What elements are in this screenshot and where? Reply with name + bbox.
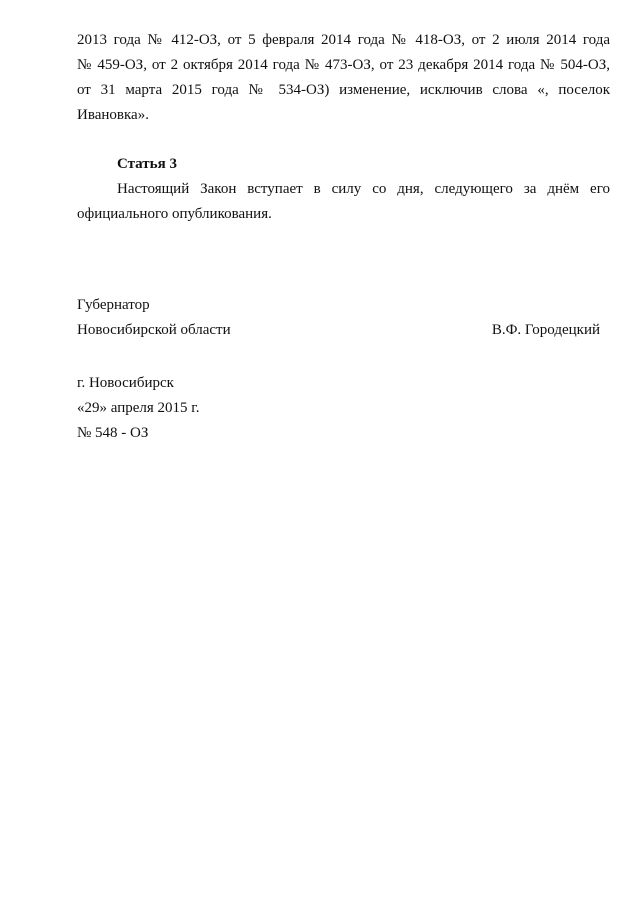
document-content: [77, 28, 610, 446]
city-line: г. Новосибирск: [77, 375, 174, 391]
article-3-line-1: Настоящий Закон вступает в силу со дня, следующего за днём его: [117, 181, 610, 197]
signature-block: [77, 293, 610, 343]
signature-row: [77, 318, 610, 343]
date-line: «29» апреля 2015 г.: [77, 400, 200, 416]
signatory-name: В.Ф. Городецкий: [491, 322, 600, 338]
law-number-line: № 548 - ОЗ: [77, 425, 149, 441]
article-2-line-2: № 459-ОЗ, от 2 октября 2014 года № 473-ОЗ, от 23 декабря 2014 года № 504-ОЗ,: [77, 57, 610, 73]
article-3-line-2: официального опубликования.: [77, 206, 272, 222]
article-3-heading: Статья 3: [117, 156, 177, 172]
article-2-line-4: Ивановка».: [77, 107, 149, 123]
signatory-title-line-2: Новосибирской области: [77, 322, 231, 338]
article-2-line-3: от 31 марта 2015 года № 534-ОЗ) изменение, исключив слова «, поселок: [77, 82, 610, 98]
signatory-title-line-1: Губернатор: [77, 297, 150, 313]
place-date-block: [77, 371, 610, 446]
article-2-tail-paragraph: [77, 28, 610, 128]
article-3-paragraph: [77, 177, 610, 227]
article-2-line-1: 2013 года № 412-ОЗ, от 5 февраля 2014 года № 418-ОЗ, от 2 июля 2014 года: [77, 32, 610, 48]
